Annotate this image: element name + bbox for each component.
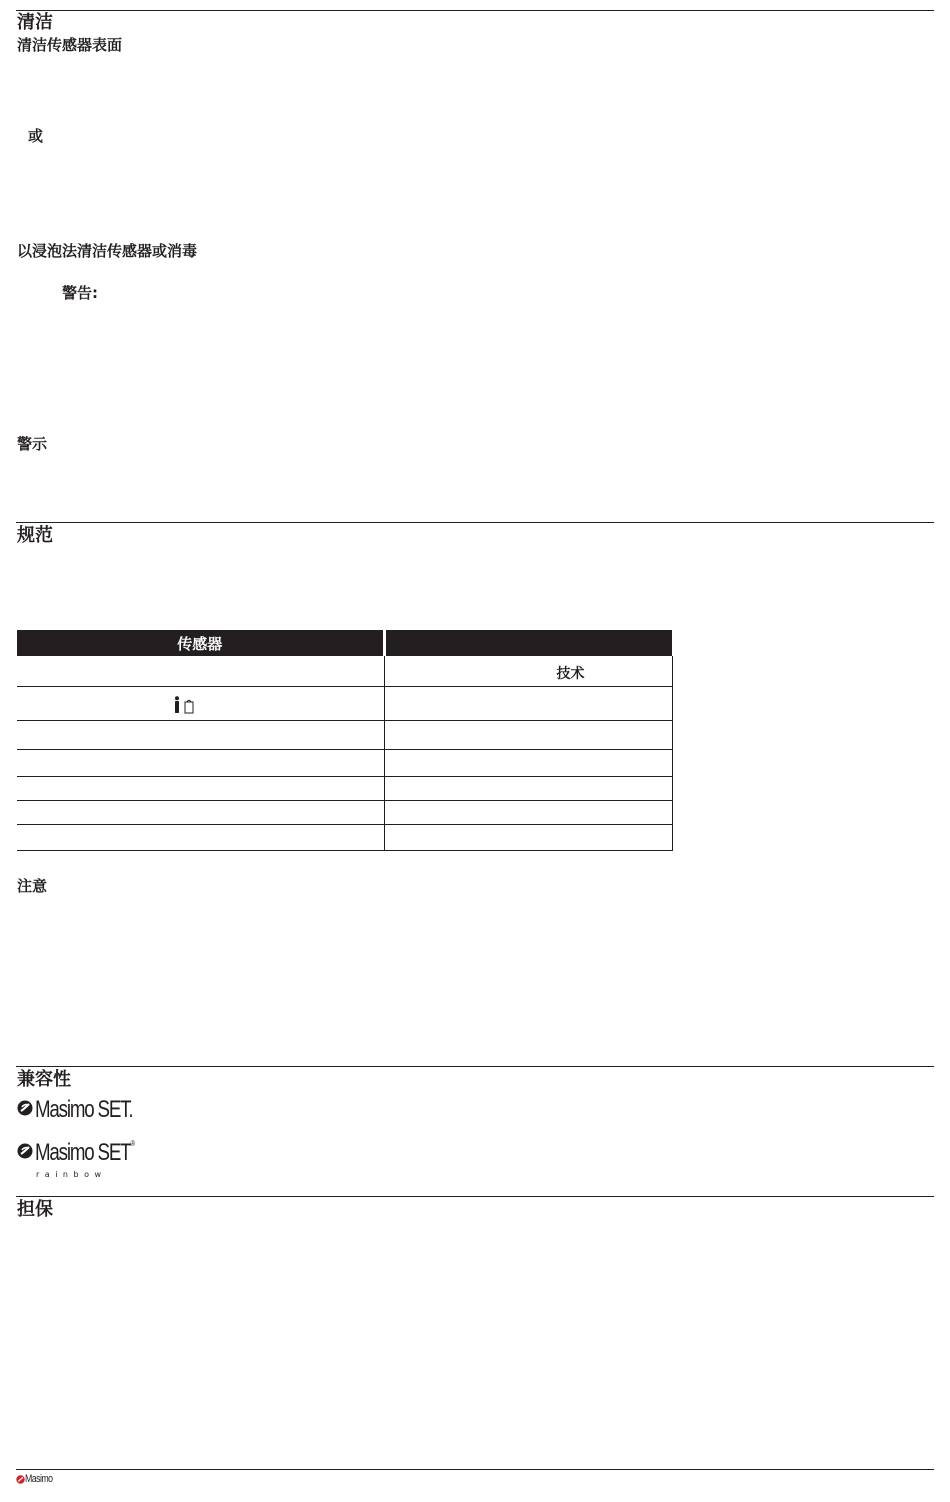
- table-row: [17, 749, 672, 776]
- masimo-mark-icon: [17, 1098, 33, 1118]
- masimo-set-rainbow-wordmark: [35, 1139, 134, 1167]
- masimo-set-logo: [17, 1096, 133, 1128]
- table-cell-weight: [17, 686, 384, 720]
- masimo-set-rainbow-logo: [17, 1139, 134, 1181]
- footer-logo-text: Masimo: [25, 1473, 53, 1485]
- technology-label: 技术: [556, 666, 585, 682]
- section-title-alert: 警示: [17, 435, 48, 453]
- table-row: [17, 720, 672, 749]
- spec-table: [17, 630, 673, 851]
- section-divider: [16, 522, 934, 523]
- person-weight-icon: [173, 696, 195, 714]
- logo-suffix-text: SET.: [97, 1096, 133, 1123]
- logo-brand-text: Masimo: [35, 1096, 94, 1123]
- registered-mark: ®: [130, 1139, 134, 1148]
- spec-header-sensor: 传感器: [17, 630, 384, 656]
- masimo-mark-icon: [17, 1141, 33, 1161]
- table-cell: [17, 776, 384, 800]
- section-title-warranty: 担保: [17, 1199, 53, 1220]
- table-cell: [384, 776, 672, 800]
- section-divider: [16, 1196, 934, 1197]
- footer-divider: [16, 1469, 934, 1470]
- subheading-clean-surface: 清洁传感器表面: [17, 36, 123, 54]
- table-cell: [384, 720, 672, 749]
- subheading-soak-clean: 以浸泡法清洁传感器或消毒: [17, 242, 198, 260]
- table-cell: [384, 686, 672, 720]
- logo-suffix-text: SET: [97, 1139, 131, 1166]
- table-cell: [17, 720, 384, 749]
- table-row: [17, 656, 672, 686]
- masimo-mark-icon: [16, 1474, 25, 1485]
- table-cell: [17, 656, 384, 686]
- table-row: [17, 686, 672, 720]
- logo-brand-text: Masimo: [35, 1139, 94, 1166]
- section-divider: [16, 1066, 934, 1067]
- table-cell: [384, 749, 672, 776]
- table-cell-technology: [384, 656, 672, 686]
- or-text: 或: [28, 127, 44, 145]
- section-title-cleaning: 清洁: [17, 12, 53, 33]
- table-cell: [17, 824, 384, 850]
- masimo-set-wordmark: [35, 1096, 132, 1124]
- table-cell: [384, 824, 672, 850]
- table-cell: [17, 749, 384, 776]
- table-cell: [17, 800, 384, 824]
- rainbow-tagline: rainbow: [36, 1170, 107, 1179]
- table-row: [17, 776, 672, 800]
- warning-label: 警告:: [62, 284, 98, 302]
- note-title: 注意: [17, 877, 48, 895]
- spec-header-col2: [384, 630, 672, 656]
- table-row: [17, 800, 672, 824]
- table-cell: [384, 800, 672, 824]
- spec-table-header: [17, 630, 672, 656]
- section-title-compatibility: 兼容性: [17, 1069, 71, 1090]
- section-title-specs: 规范: [17, 525, 53, 546]
- section-divider: [16, 10, 934, 11]
- table-row: [17, 824, 672, 850]
